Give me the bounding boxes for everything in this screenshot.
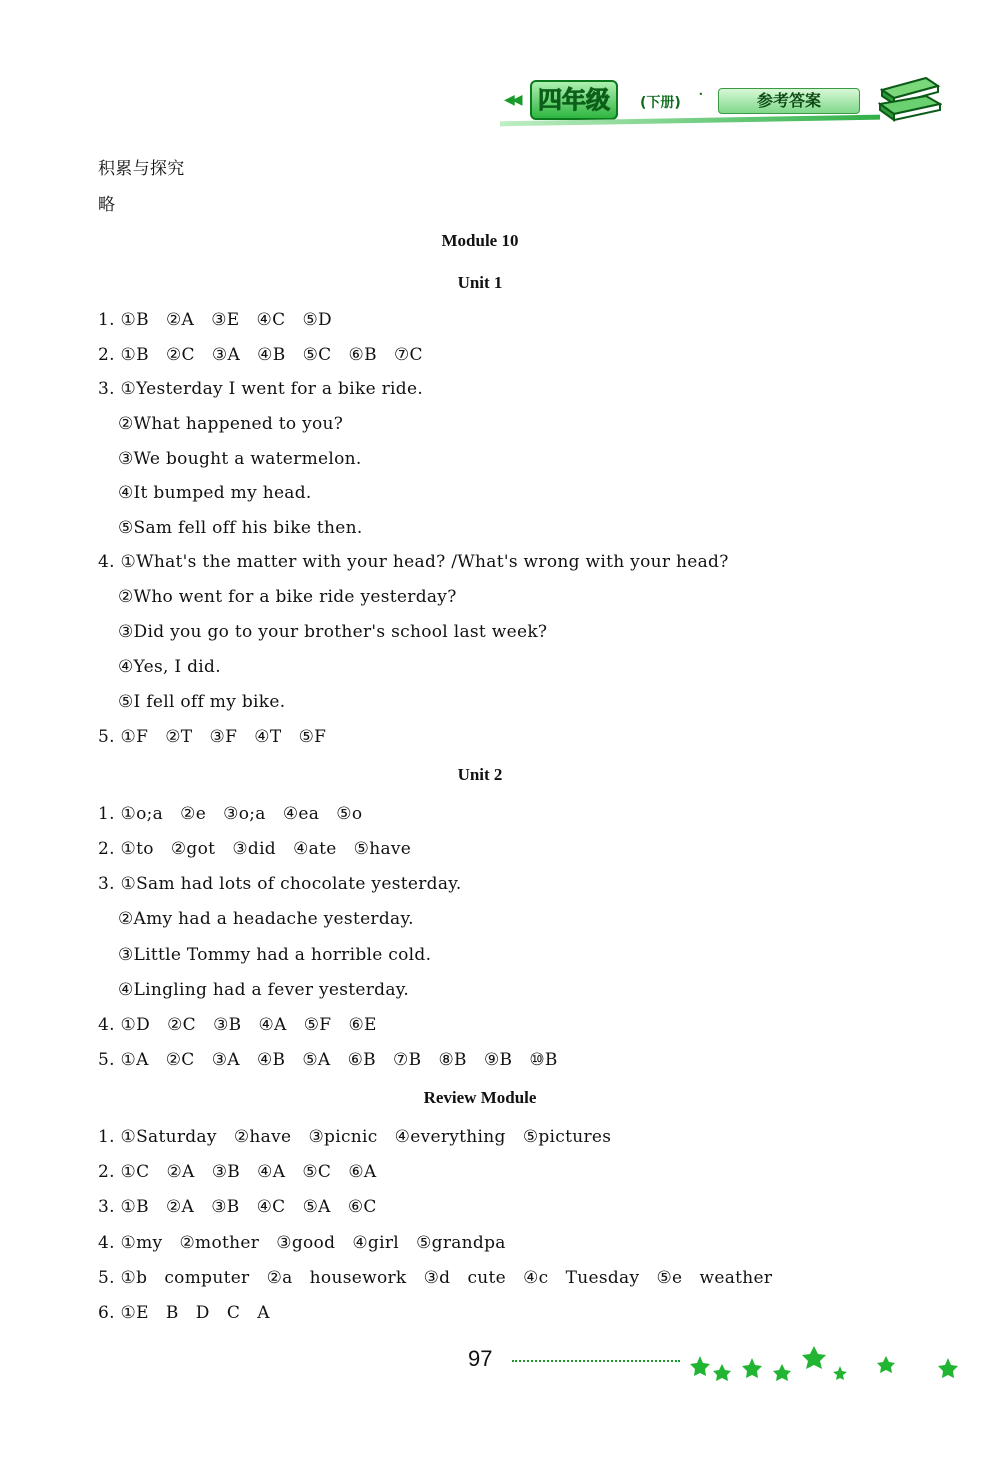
answer-line: ⑤I fell off my bike. <box>118 692 286 712</box>
answer-line: 2. ①C ②A ③B ④A ⑤C ⑥A <box>98 1162 377 1182</box>
double-arrow-icon: ◀◀ <box>504 92 520 108</box>
answer-key-label: 参考答案 <box>718 88 860 114</box>
section-heading: 积累与探究 <box>98 159 185 179</box>
answer-line: 2. ①to ②got ③did ④ate ⑤have <box>98 839 412 859</box>
module-title: Module 10 <box>441 231 519 250</box>
answer-line: ②What happened to you? <box>118 414 344 434</box>
grade-badge: 四年级 <box>530 80 618 120</box>
answer-line: 4. ①my ②mother ③good ④girl ⑤grandpa <box>98 1233 506 1253</box>
answer-line: 5. ①A ②C ③A ④B ⑤A ⑥B ⑦B ⑧B ⑨B ⑩B <box>98 1050 558 1070</box>
dotted-leader <box>512 1356 680 1362</box>
answer-line: ②Who went for a bike ride yesterday? <box>118 587 457 607</box>
page-number: 97 <box>468 1346 493 1371</box>
answer-line: 2. ①B ②C ③A ④B ⑤C ⑥B ⑦C <box>98 345 423 365</box>
answer-line: 3. ①Yesterday I went for a bike ride. <box>98 379 424 399</box>
separator-dot: · <box>698 84 704 105</box>
books-icon <box>878 74 942 126</box>
answer-line: ②Amy had a headache yesterday. <box>118 909 414 929</box>
answer-line: 5. ①b computer ②a housework ③d cute ④c Tuesday ⑤e weather <box>98 1268 773 1288</box>
answer-line: 3. ①Sam had lots of chocolate yesterday. <box>98 874 462 894</box>
answer-line: ⑤Sam fell off his bike then. <box>118 518 363 538</box>
answer-line: ③Little Tommy had a horrible cold. <box>118 945 432 965</box>
answer-line: 6. ①E B D C A <box>98 1303 270 1323</box>
answer-line: ④It bumped my head. <box>118 483 312 503</box>
answer-line: ③We bought a watermelon. <box>118 449 362 469</box>
answer-line: 5. ①F ②T ③F ④T ⑤F <box>98 727 327 747</box>
unit-title: Unit 1 <box>457 273 503 292</box>
answer-line: 1. ①o;a ②e ③o;a ④ea ⑤o <box>98 804 363 824</box>
star-decoration-icon <box>690 1340 970 1390</box>
answer-line: 1. ①Saturday ②have ③picnic ④everything ⑤pictures <box>98 1127 612 1147</box>
answer-line: ④Yes, I did. <box>118 657 221 677</box>
page-header <box>500 74 960 134</box>
volume-label: (下册) <box>640 95 681 111</box>
answer-line: 4. ①What's the matter with your head? /What's wrong with your head? <box>98 552 729 572</box>
answer-line: 1. ①B ②A ③E ④C ⑤D <box>98 310 332 330</box>
unit-title: Unit 2 <box>457 765 503 784</box>
answer-line: ④Lingling had a fever yesterday. <box>118 980 410 1000</box>
section-answer: 略 <box>98 195 116 215</box>
answer-line: ③Did you go to your brother's school last week? <box>118 622 548 642</box>
answer-line: 3. ①B ②A ③B ④C ⑤A ⑥C <box>98 1197 377 1217</box>
module-title: Review Module <box>423 1088 537 1107</box>
answer-line: 4. ①D ②C ③B ④A ⑤F ⑥E <box>98 1015 377 1035</box>
page-footer <box>0 320 1000 1470</box>
